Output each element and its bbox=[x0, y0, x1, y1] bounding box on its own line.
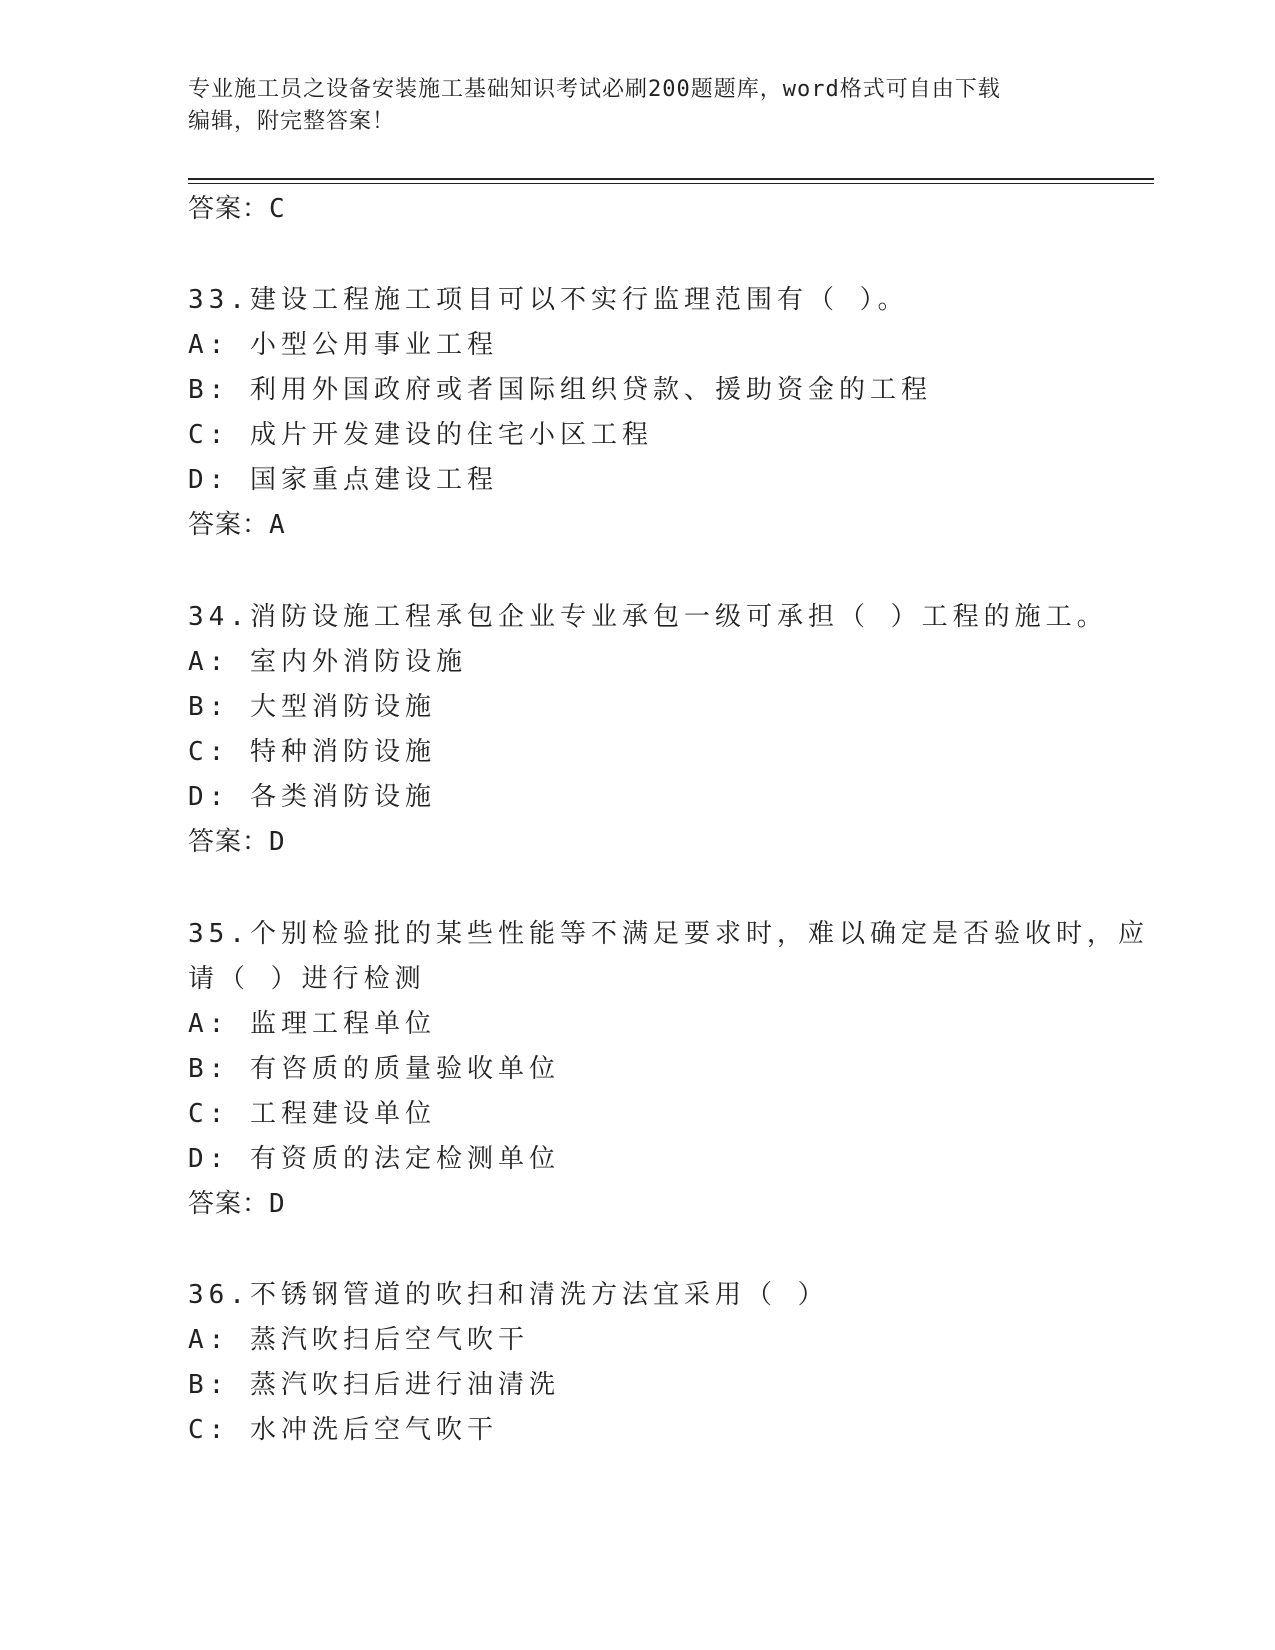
question-33-option-d: D: 国家重点建设工程 bbox=[188, 465, 498, 495]
header-rule-thin bbox=[188, 183, 1154, 184]
question-34-option-b: B: 大型消防设施 bbox=[188, 692, 436, 722]
header-line-1: 专业施工员之设备安装施工基础知识考试必刷200题题库，word格式可自由下载 bbox=[188, 77, 1001, 102]
question-34-answer: 答案：D bbox=[188, 827, 286, 857]
header-line-2: 编辑，附完整答案！ bbox=[188, 109, 396, 134]
question-34-option-d: D: 各类消防设施 bbox=[188, 782, 436, 812]
question-34-text: 34.消防设施工程承包企业专业承包一级可承担（ ）工程的施工。 bbox=[188, 602, 1108, 632]
question-35-answer: 答案：D bbox=[188, 1189, 286, 1219]
header-rule-thick bbox=[188, 178, 1154, 180]
previous-answer: 答案：C bbox=[188, 194, 286, 224]
question-35-option-d: D: 有资质的法定检测单位 bbox=[188, 1144, 560, 1174]
question-36-option-c: C: 水冲洗后空气吹干 bbox=[188, 1415, 498, 1445]
question-35-option-a: A: 监理工程单位 bbox=[188, 1009, 436, 1039]
question-36-option-b: B: 蒸汽吹扫后进行油清洗 bbox=[188, 1370, 560, 1400]
document-header bbox=[188, 74, 1088, 138]
question-33-option-c: C: 成片开发建设的住宅小区工程 bbox=[188, 420, 653, 450]
question-34-option-c: C: 特种消防设施 bbox=[188, 737, 436, 767]
question-33-answer: 答案：A bbox=[188, 510, 286, 540]
question-35-text-line-1: 35.个别检验批的某些性能等不满足要求时，难以确定是否验收时，应 bbox=[188, 919, 1149, 949]
question-34-option-a: A: 室内外消防设施 bbox=[188, 647, 467, 677]
question-33-option-a: A: 小型公用事业工程 bbox=[188, 330, 498, 360]
question-35-text-line-2: 请（ ）进行检测 bbox=[188, 964, 426, 994]
question-33-option-b: B: 利用外国政府或者国际组织贷款、援助资金的工程 bbox=[188, 375, 932, 405]
question-35-option-c: C: 工程建设单位 bbox=[188, 1099, 436, 1129]
question-35-option-b: B: 有咨质的质量验收单位 bbox=[188, 1054, 560, 1084]
question-36-option-a: A: 蒸汽吹扫后空气吹干 bbox=[188, 1325, 529, 1355]
question-33-text: 33.建设工程施工项目可以不实行监理范围有（ ）。 bbox=[188, 285, 909, 315]
question-36-text: 36.不锈钢管道的吹扫和清洗方法宜采用（ ） bbox=[188, 1280, 829, 1310]
